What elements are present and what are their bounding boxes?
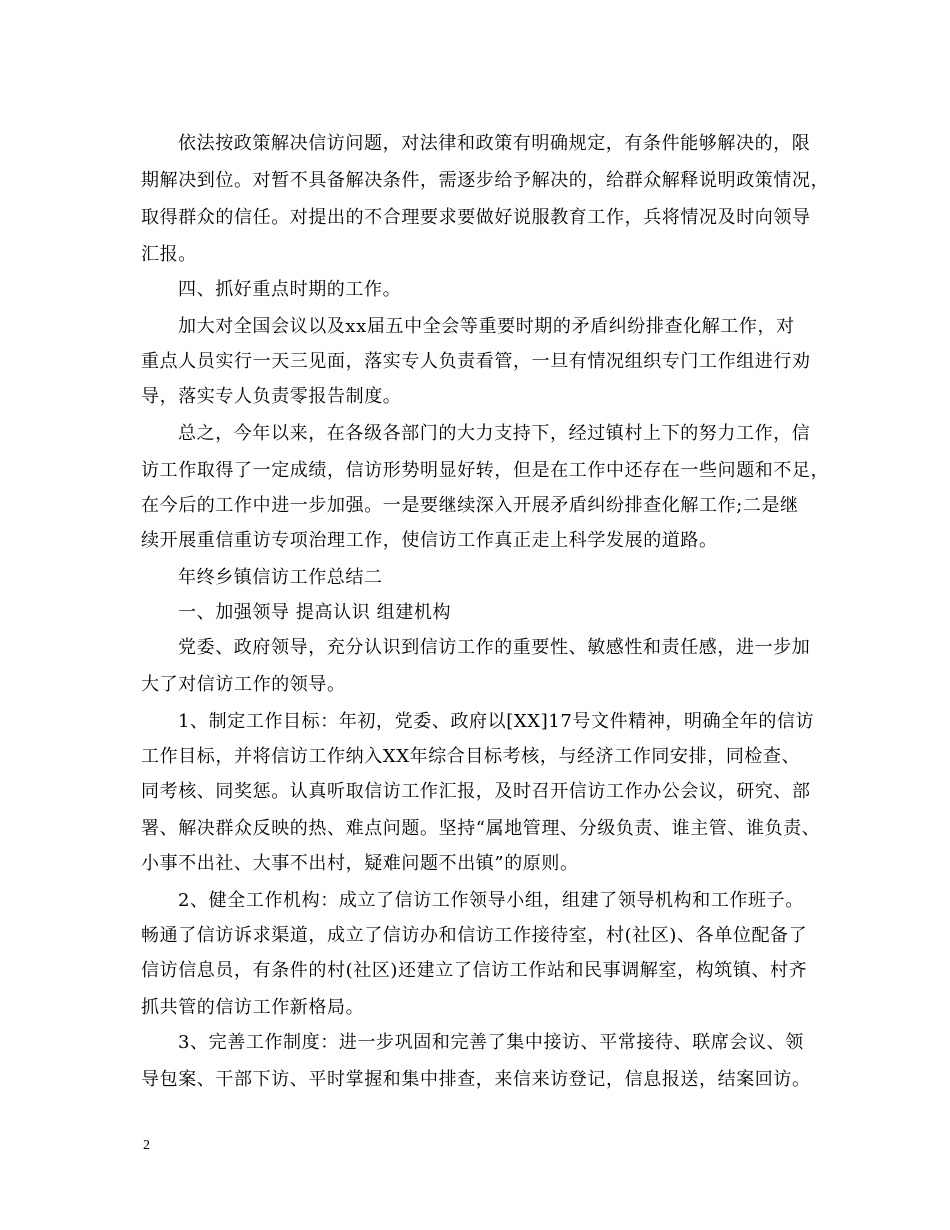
section-heading: 四、抓好重点时期的工作。 <box>178 279 402 300</box>
text-line: 重点人员实行一天三见面，落实专人负责看管，一旦有情况组织专门工作组进行劝 <box>141 351 811 372</box>
text-line: 署、解决群众反映的热、难点问题。坚持“属地管理、分级负责、谁主管、谁负责、 <box>141 818 821 839</box>
text-line: 汇报。 <box>141 244 197 265</box>
text-line: 2、健全工作机构：成立了信访工作领导小组，组建了领导机构和工作班子。 <box>178 890 804 911</box>
text-line: 同考核、同奖惩。认真听取信访工作汇报，及时召开信访工作办公会议，研究、部 <box>141 781 811 802</box>
text-line: 总之，今年以来，在各级各部门的大力支持下，经过镇村上下的努力工作，信 <box>178 423 811 444</box>
text-line: 大了对信访工作的领导。 <box>141 674 346 695</box>
text-line: 1、制定工作目标：年初，党委、政府以[XX]17号文件精神，明确全年的信访 <box>178 711 815 732</box>
text-line: 小事不出社、大事不出村，疑难问题不出镇”的原则。 <box>141 853 579 874</box>
text-line: 导包案、干部下访、平时掌握和集中排查，来信来访登记，信息报送，结案回访。 <box>141 1069 811 1090</box>
section-title: 年终乡镇信访工作总结二 <box>178 567 383 588</box>
text-line: 抓共管的信访工作新格局。 <box>141 997 365 1018</box>
text-line: 续开展重信重访专项治理工作，使信访工作真正走上科学发展的道路。 <box>141 530 718 551</box>
text-line: 3、完善工作制度：进一步巩固和完善了集中接访、平常接待、联席会议、领 <box>178 1032 804 1053</box>
text-line: 在今后的工作中进一步加强。一是要继续深入开展矛盾纠纷排查化解工作;二是继 <box>141 495 799 516</box>
text-line: 期解决到位。对暂不具备解决条件，需逐步给予解决的，给群众解释说明政策情况， <box>141 170 830 191</box>
text-line: 信访信息员，有条件的村(社区)还建立了信访工作站和民事调解室，构筑镇、村齐 <box>141 960 808 981</box>
text-line: 访工作取得了一定成绩，信访形势明显好转，但是在工作中还存在一些问题和不足， <box>141 460 830 481</box>
text-line: 取得群众的信任。对提出的不合理要求要做好说服教育工作，兵将情况及时向领导 <box>141 207 811 228</box>
text-line: 依法按政策解决信访问题，对法律和政策有明确规定，有条件能够解决的，限 <box>178 133 811 154</box>
text-line: 畅通了信访诉求渠道，成立了信访办和信访工作接待室，村(社区)、各单位配备了 <box>141 925 808 946</box>
text-line: 工作目标，并将信访工作纳入XX年综合目标考核，与经济工作同安排，同检查、 <box>141 746 801 767</box>
text-line: 加大对全国会议以及xx届五中全会等重要时期的矛盾纠纷排查化解工作，对 <box>178 316 795 337</box>
page-number: 2 <box>143 1138 150 1153</box>
text-line: 党委、政府领导，充分认识到信访工作的重要性、敏感性和责任感，进一步加 <box>178 637 811 658</box>
section-heading: 一、加强领导 提高认识 组建机构 <box>178 602 452 623</box>
text-line: 导，落实专人负责零报告制度。 <box>141 386 402 407</box>
